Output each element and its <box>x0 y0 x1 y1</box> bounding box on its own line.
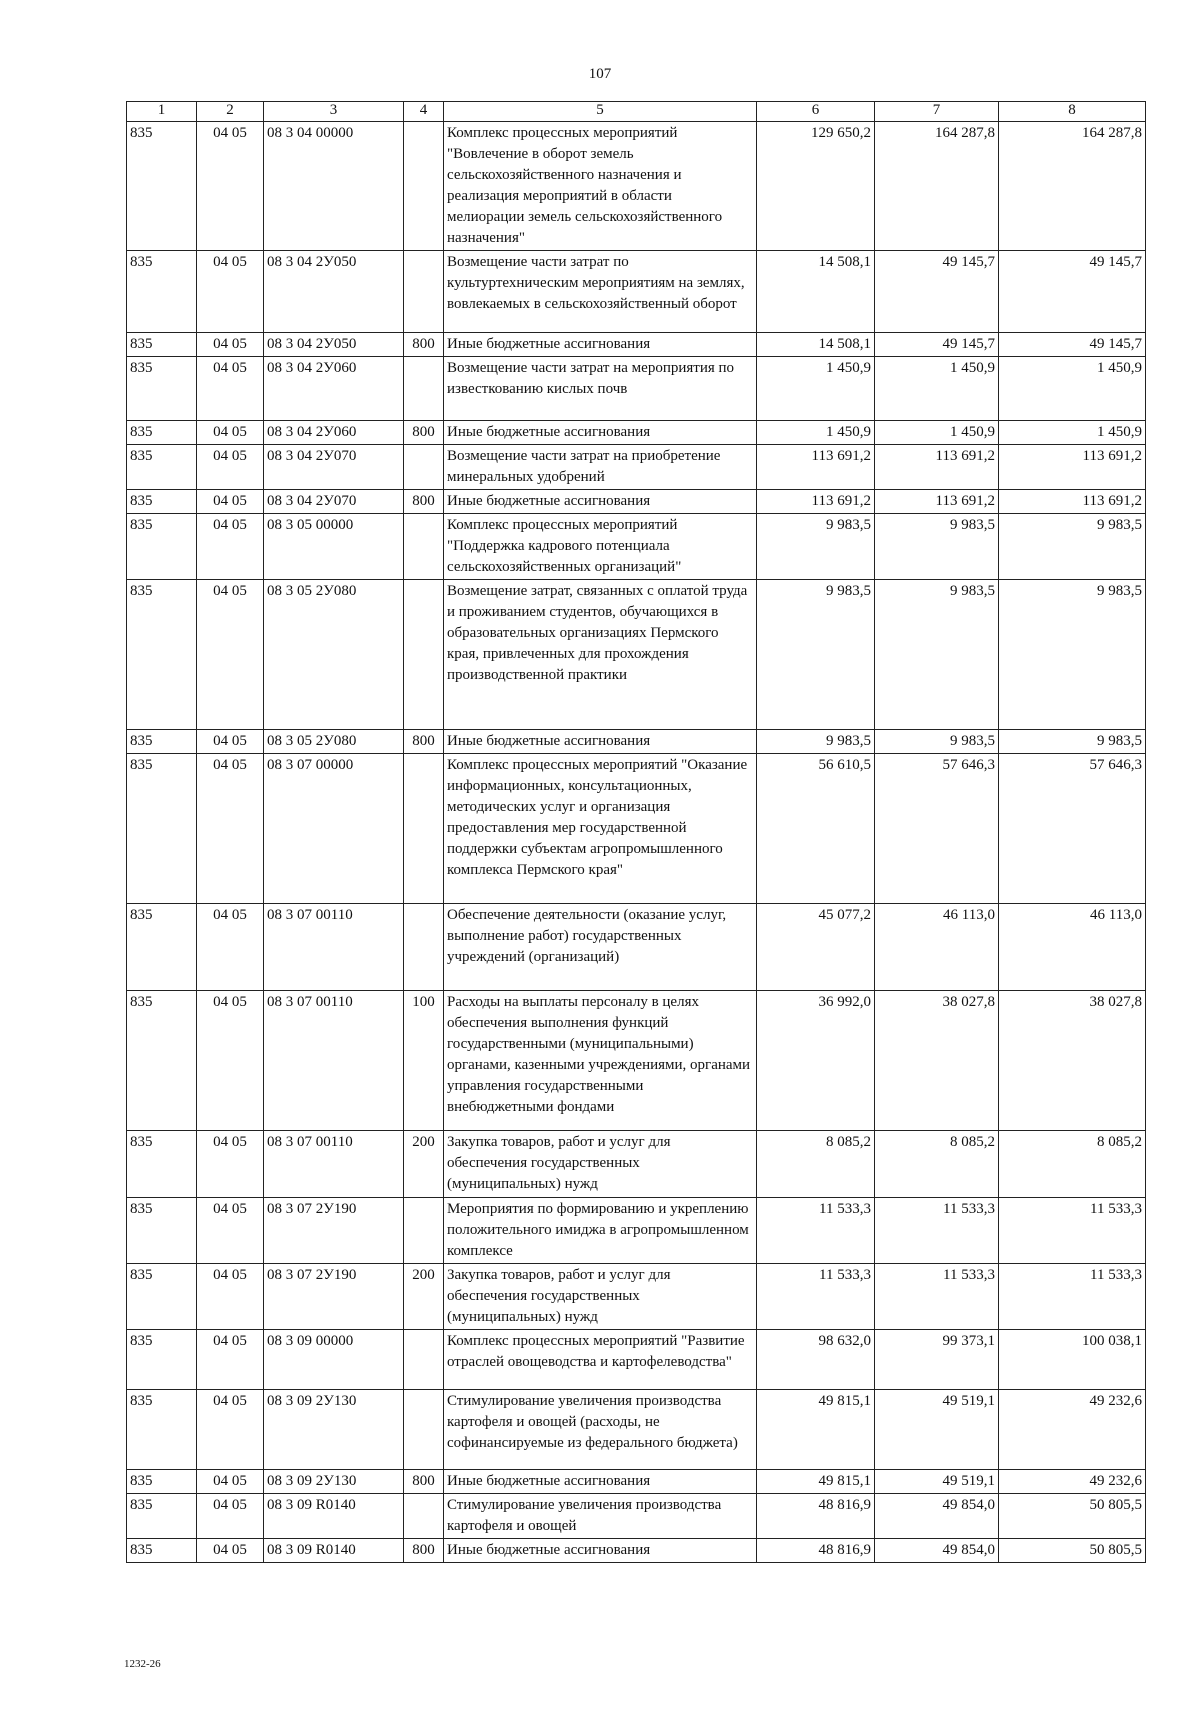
table-cell-col8: 50 805,5 <box>999 1494 1146 1539</box>
table-cell-col2: 04 05 <box>197 514 264 580</box>
table-cell-col6: 11 533,3 <box>757 1264 875 1330</box>
table-cell-col6: 113 691,2 <box>757 445 875 490</box>
table-cell-col7: 164 287,8 <box>875 122 999 251</box>
table-cell-col1: 835 <box>127 445 197 490</box>
table-cell-col1: 835 <box>127 991 197 1131</box>
table-cell-col3: 08 3 09 2У130 <box>264 1470 404 1494</box>
table-cell-col4: 800 <box>404 1470 444 1494</box>
table-cell-col2: 04 05 <box>197 421 264 445</box>
table-cell-col5: Возмещение затрат, связанных с оплатой труда и проживанием студентов, обучающихся в образовательных организациях Пермского края, привлеченных для прохождения производственной практики <box>444 580 757 730</box>
table-cell-col8: 100 038,1 <box>999 1330 1146 1390</box>
table-cell-col1: 835 <box>127 122 197 251</box>
table-cell-col4: 800 <box>404 490 444 514</box>
table-cell-col4: 800 <box>404 333 444 357</box>
table-cell-col6: 9 983,5 <box>757 514 875 580</box>
table-cell-col6: 129 650,2 <box>757 122 875 251</box>
table-cell-col2: 04 05 <box>197 1494 264 1539</box>
table-cell-col3: 08 3 05 00000 <box>264 514 404 580</box>
table-cell-col2: 04 05 <box>197 1264 264 1330</box>
table-cell-col7: 49 145,7 <box>875 333 999 357</box>
table-cell-col1: 835 <box>127 514 197 580</box>
table-cell-col6: 49 815,1 <box>757 1470 875 1494</box>
table-row <box>127 514 1146 580</box>
table-cell-col4 <box>404 357 444 421</box>
table-cell-col6: 48 816,9 <box>757 1539 875 1563</box>
table-cell-col3: 08 3 04 2У050 <box>264 251 404 333</box>
table-cell-col7: 57 646,3 <box>875 754 999 904</box>
column-header: 1 <box>127 102 197 122</box>
table-cell-col2: 04 05 <box>197 1131 264 1198</box>
table-cell-col6: 98 632,0 <box>757 1330 875 1390</box>
table-row <box>127 357 1146 421</box>
table-cell-col4 <box>404 754 444 904</box>
table-cell-col8: 113 691,2 <box>999 445 1146 490</box>
table-cell-col7: 9 983,5 <box>875 514 999 580</box>
table-cell-col7: 1 450,9 <box>875 421 999 445</box>
table-cell-col3: 08 3 07 00110 <box>264 1131 404 1198</box>
table-row <box>127 1330 1146 1390</box>
table-cell-col7: 49 854,0 <box>875 1494 999 1539</box>
table-cell-col8: 38 027,8 <box>999 991 1146 1131</box>
table-row <box>127 333 1146 357</box>
table-cell-col2: 04 05 <box>197 991 264 1131</box>
table-cell-col4 <box>404 251 444 333</box>
table-cell-col5: Возмещение части затрат на приобретение минеральных удобрений <box>444 445 757 490</box>
table-cell-col3: 08 3 09 R0140 <box>264 1494 404 1539</box>
table-cell-col4 <box>404 1390 444 1470</box>
table-cell-col5: Стимулирование увеличения производства картофеля и овощей <box>444 1494 757 1539</box>
column-header: 5 <box>444 102 757 122</box>
table-cell-col5: Иные бюджетные ассигнования <box>444 1470 757 1494</box>
table-cell-col6: 45 077,2 <box>757 904 875 991</box>
table-cell-col1: 835 <box>127 1470 197 1494</box>
table-cell-col5: Расходы на выплаты персоналу в целях обеспечения выполнения функций государственными (муниципальными) органами, казенными учреждениями, органами управления государственными внебюджетными фондами <box>444 991 757 1131</box>
table-cell-col5: Комплекс процессных мероприятий "Развитие отраслей овощеводства и картофелеводства" <box>444 1330 757 1390</box>
table-cell-col5: Стимулирование увеличения производства картофеля и овощей (расходы, не софинансируемые из федерального бюджета) <box>444 1390 757 1470</box>
table-cell-col1: 835 <box>127 754 197 904</box>
table-row <box>127 1131 1146 1198</box>
table-cell-col4 <box>404 1330 444 1390</box>
table-cell-col6: 113 691,2 <box>757 490 875 514</box>
table-cell-col8: 49 232,6 <box>999 1390 1146 1470</box>
table-cell-col8: 11 533,3 <box>999 1264 1146 1330</box>
budget-table <box>126 101 1146 1563</box>
table-cell-col8: 49 232,6 <box>999 1470 1146 1494</box>
table-cell-col6: 9 983,5 <box>757 730 875 754</box>
table-cell-col1: 835 <box>127 580 197 730</box>
table-cell-col5: Возмещение части затрат по культуртехническим мероприятиям на землях, вовлекаемых в сельскохозяйственный оборот <box>444 251 757 333</box>
table-cell-col7: 49 145,7 <box>875 251 999 333</box>
table-body <box>127 122 1146 1563</box>
table-row <box>127 991 1146 1131</box>
table-cell-col7: 9 983,5 <box>875 580 999 730</box>
table-cell-col4: 800 <box>404 421 444 445</box>
table-cell-col6: 48 816,9 <box>757 1494 875 1539</box>
column-header: 2 <box>197 102 264 122</box>
table-cell-col6: 14 508,1 <box>757 333 875 357</box>
table-cell-col3: 08 3 07 00000 <box>264 754 404 904</box>
table-cell-col4: 800 <box>404 730 444 754</box>
table-cell-col4: 200 <box>404 1264 444 1330</box>
table-cell-col5: Иные бюджетные ассигнования <box>444 490 757 514</box>
table-cell-col6: 1 450,9 <box>757 357 875 421</box>
table-row <box>127 1494 1146 1539</box>
table-cell-col2: 04 05 <box>197 1470 264 1494</box>
table-cell-col3: 08 3 04 2У070 <box>264 445 404 490</box>
column-header: 4 <box>404 102 444 122</box>
table-cell-col6: 49 815,1 <box>757 1390 875 1470</box>
table-cell-col4 <box>404 580 444 730</box>
table-row <box>127 730 1146 754</box>
table-cell-col7: 8 085,2 <box>875 1131 999 1198</box>
table-cell-col4 <box>404 122 444 251</box>
table-cell-col7: 1 450,9 <box>875 357 999 421</box>
table-cell-col7: 46 113,0 <box>875 904 999 991</box>
table-cell-col3: 08 3 05 2У080 <box>264 580 404 730</box>
table-cell-col3: 08 3 04 00000 <box>264 122 404 251</box>
footer-code: 1232-26 <box>124 1658 161 1670</box>
table-cell-col7: 9 983,5 <box>875 730 999 754</box>
table-cell-col7: 49 519,1 <box>875 1390 999 1470</box>
table-cell-col2: 04 05 <box>197 1330 264 1390</box>
table-cell-col4 <box>404 1198 444 1264</box>
table-cell-col2: 04 05 <box>197 357 264 421</box>
table-cell-col8: 8 085,2 <box>999 1131 1146 1198</box>
table-cell-col5: Иные бюджетные ассигнования <box>444 730 757 754</box>
table-row <box>127 251 1146 333</box>
table-cell-col8: 1 450,9 <box>999 357 1146 421</box>
table-cell-col1: 835 <box>127 421 197 445</box>
table-cell-col2: 04 05 <box>197 580 264 730</box>
table-cell-col5: Комплекс процессных мероприятий "Поддержка кадрового потенциала сельскохозяйственных организаций" <box>444 514 757 580</box>
table-cell-col7: 38 027,8 <box>875 991 999 1131</box>
table-cell-col7: 49 854,0 <box>875 1539 999 1563</box>
column-header: 7 <box>875 102 999 122</box>
table-cell-col8: 46 113,0 <box>999 904 1146 991</box>
table-cell-col5: Закупка товаров, работ и услуг для обеспечения государственных (муниципальных) нужд <box>444 1264 757 1330</box>
table-cell-col8: 164 287,8 <box>999 122 1146 251</box>
table-row <box>127 1264 1146 1330</box>
table-cell-col2: 04 05 <box>197 1390 264 1470</box>
table-cell-col5: Иные бюджетные ассигнования <box>444 1539 757 1563</box>
table-cell-col3: 08 3 04 2У060 <box>264 421 404 445</box>
table-cell-col4 <box>404 904 444 991</box>
table-cell-col8: 49 145,7 <box>999 251 1146 333</box>
table-cell-col2: 04 05 <box>197 122 264 251</box>
table-cell-col8: 9 983,5 <box>999 730 1146 754</box>
table-cell-col3: 08 3 09 R0140 <box>264 1539 404 1563</box>
table-cell-col7: 11 533,3 <box>875 1264 999 1330</box>
table-cell-col8: 49 145,7 <box>999 333 1146 357</box>
table-cell-col6: 8 085,2 <box>757 1131 875 1198</box>
table-row <box>127 421 1146 445</box>
table-cell-col8: 113 691,2 <box>999 490 1146 514</box>
table-cell-col5: Закупка товаров, работ и услуг для обеспечения государственных (муниципальных) нужд <box>444 1131 757 1198</box>
table-cell-col2: 04 05 <box>197 333 264 357</box>
table-cell-col8: 1 450,9 <box>999 421 1146 445</box>
table-cell-col1: 835 <box>127 1539 197 1563</box>
table-cell-col7: 113 691,2 <box>875 490 999 514</box>
column-header: 6 <box>757 102 875 122</box>
table-cell-col6: 36 992,0 <box>757 991 875 1131</box>
table-row <box>127 1539 1146 1563</box>
table-cell-col6: 9 983,5 <box>757 580 875 730</box>
table-cell-col3: 08 3 07 00110 <box>264 991 404 1131</box>
table-row <box>127 904 1146 991</box>
table-cell-col2: 04 05 <box>197 251 264 333</box>
table-cell-col1: 835 <box>127 1198 197 1264</box>
table-cell-col4: 100 <box>404 991 444 1131</box>
table-cell-col2: 04 05 <box>197 445 264 490</box>
table-cell-col6: 11 533,3 <box>757 1198 875 1264</box>
table-cell-col3: 08 3 04 2У050 <box>264 333 404 357</box>
table-cell-col5: Мероприятия по формированию и укреплению положительного имиджа в агропромышленном комплексе <box>444 1198 757 1264</box>
table-cell-col5: Комплекс процессных мероприятий "Вовлечение в оборот земель сельскохозяйственного назначения и реализация мероприятий в области мелиорации земель сельскохозяйственного назначения" <box>444 122 757 251</box>
table-cell-col6: 14 508,1 <box>757 251 875 333</box>
table-cell-col1: 835 <box>127 1131 197 1198</box>
header-row <box>127 102 1146 122</box>
table-cell-col4: 800 <box>404 1539 444 1563</box>
table-cell-col7: 99 373,1 <box>875 1330 999 1390</box>
table-cell-col8: 9 983,5 <box>999 580 1146 730</box>
table-cell-col3: 08 3 09 00000 <box>264 1330 404 1390</box>
table-cell-col1: 835 <box>127 904 197 991</box>
table-cell-col5: Возмещение части затрат на мероприятия по известкованию кислых почв <box>444 357 757 421</box>
table-cell-col7: 11 533,3 <box>875 1198 999 1264</box>
table-cell-col5: Иные бюджетные ассигнования <box>444 333 757 357</box>
table-cell-col8: 50 805,5 <box>999 1539 1146 1563</box>
table-cell-col2: 04 05 <box>197 1539 264 1563</box>
table-cell-col4: 200 <box>404 1131 444 1198</box>
table-cell-col5: Иные бюджетные ассигнования <box>444 421 757 445</box>
table-cell-col7: 49 519,1 <box>875 1470 999 1494</box>
table-cell-col1: 835 <box>127 1264 197 1330</box>
table-row <box>127 122 1146 251</box>
table-cell-col4 <box>404 445 444 490</box>
table-cell-col2: 04 05 <box>197 490 264 514</box>
table-cell-col3: 08 3 07 2У190 <box>264 1264 404 1330</box>
table-cell-col8: 57 646,3 <box>999 754 1146 904</box>
column-header: 3 <box>264 102 404 122</box>
table-cell-col1: 835 <box>127 730 197 754</box>
column-header: 8 <box>999 102 1146 122</box>
table-cell-col1: 835 <box>127 1330 197 1390</box>
table-cell-col2: 04 05 <box>197 730 264 754</box>
table-cell-col1: 835 <box>127 333 197 357</box>
table-row <box>127 445 1146 490</box>
table-cell-col4 <box>404 1494 444 1539</box>
table-cell-col1: 835 <box>127 357 197 421</box>
table-cell-col3: 08 3 05 2У080 <box>264 730 404 754</box>
table-cell-col3: 08 3 07 2У190 <box>264 1198 404 1264</box>
table-cell-col3: 08 3 09 2У130 <box>264 1390 404 1470</box>
table-row <box>127 580 1146 730</box>
table-cell-col8: 9 983,5 <box>999 514 1146 580</box>
table-cell-col1: 835 <box>127 1390 197 1470</box>
table-row <box>127 1198 1146 1264</box>
table-cell-col2: 04 05 <box>197 754 264 904</box>
table-cell-col6: 1 450,9 <box>757 421 875 445</box>
table-cell-col4 <box>404 514 444 580</box>
table-cell-col6: 56 610,5 <box>757 754 875 904</box>
table-cell-col7: 113 691,2 <box>875 445 999 490</box>
table-cell-col8: 11 533,3 <box>999 1198 1146 1264</box>
table-cell-col5: Комплекс процессных мероприятий "Оказание информационных, консультационных, методических услуг и организация предоставления мер государственной поддержки субъектам агропромышленного комплекса Пермского края" <box>444 754 757 904</box>
table-cell-col3: 08 3 07 00110 <box>264 904 404 991</box>
table-cell-col1: 835 <box>127 1494 197 1539</box>
table-row <box>127 490 1146 514</box>
table-cell-col2: 04 05 <box>197 1198 264 1264</box>
page-number: 107 <box>588 66 612 82</box>
table-cell-col1: 835 <box>127 490 197 514</box>
table-cell-col3: 08 3 04 2У070 <box>264 490 404 514</box>
table-row <box>127 1470 1146 1494</box>
table-cell-col3: 08 3 04 2У060 <box>264 357 404 421</box>
table-row <box>127 754 1146 904</box>
table-row <box>127 1390 1146 1470</box>
table-cell-col1: 835 <box>127 251 197 333</box>
table-cell-col5: Обеспечение деятельности (оказание услуг, выполнение работ) государственных учреждений (организаций) <box>444 904 757 991</box>
table-cell-col2: 04 05 <box>197 904 264 991</box>
